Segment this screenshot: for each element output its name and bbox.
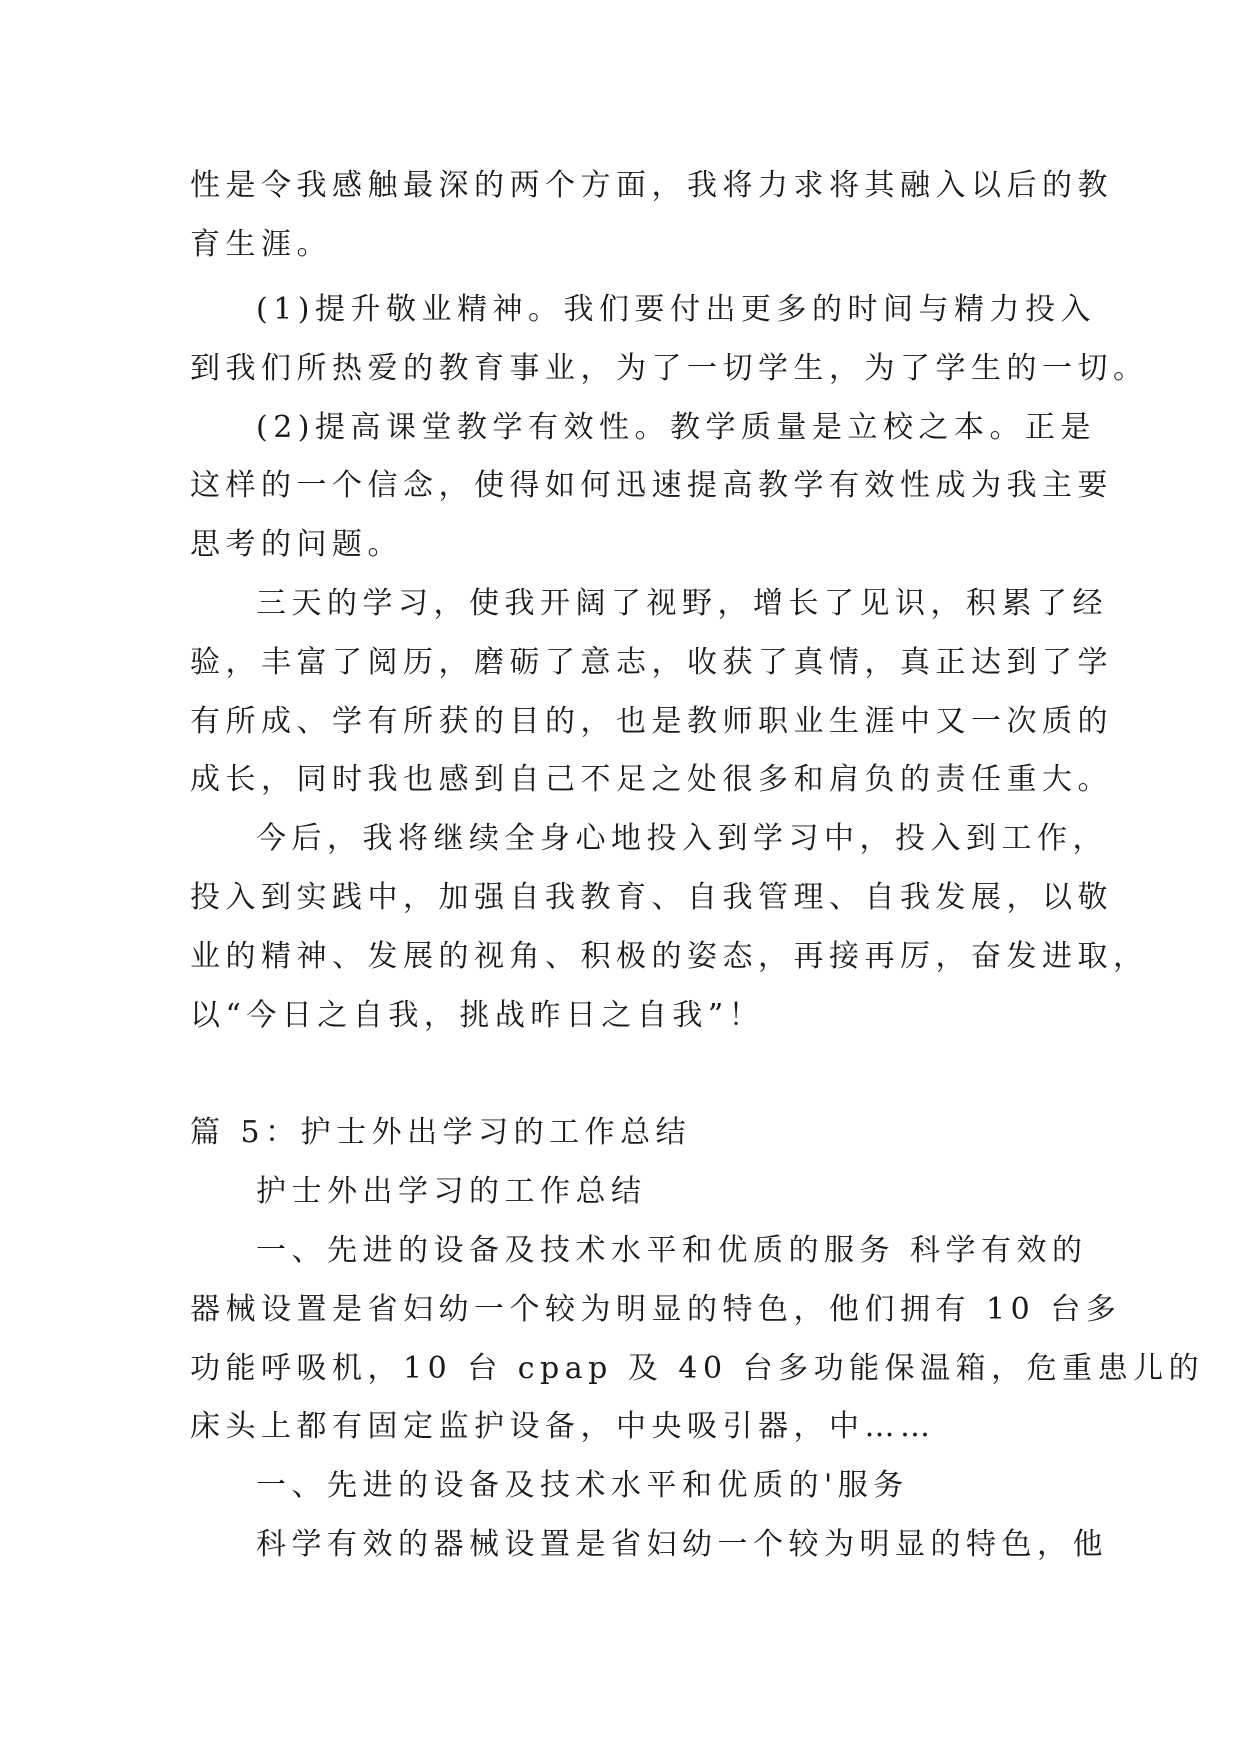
text-line: 投入到实践中，加强自我教育、自我管理、自我发展，以敬 xyxy=(190,880,1113,915)
text-line: 思考的问题。 xyxy=(190,527,403,562)
text-line: 成长，同时我也感到自己不足之处很多和肩负的责任重大。 xyxy=(190,762,1113,797)
text-line: 一、先进的设备及技术水平和优质的服务 科学有效的 xyxy=(256,1233,1088,1268)
text-line: 床头上都有固定监护设备，中央吸引器，中…… xyxy=(190,1409,936,1444)
text-line: 有所成、学有所获的目的，也是教师职业生涯中又一次质的 xyxy=(190,704,1113,739)
text-line: 育生涯。 xyxy=(190,227,332,262)
text-line: (2)提高课堂教学有效性。教学质量是立校之本。正是 xyxy=(256,410,1096,445)
text-line: 科学有效的器械设置是省妇幼一个较为明显的特色，他 xyxy=(256,1527,1108,1562)
text-line: 验，丰富了阅历，磨砺了意志，收获了真情，真正达到了学 xyxy=(190,645,1113,680)
text-line: 三天的学习，使我开阔了视野，增长了见识，积累了经 xyxy=(256,586,1108,621)
text-line: 业的精神、发展的视角、积极的姿态，再接再厉，奋发进取， xyxy=(190,939,1149,974)
text-line: 一、先进的设备及技术水平和优质的'服务 xyxy=(256,1468,909,1503)
text-line: 性是令我感触最深的两个方面，我将力求将其融入以后的教 xyxy=(190,168,1113,203)
section-heading: 篇 5：护士外出学习的工作总结 xyxy=(190,1115,692,1150)
text-line: 器械设置是省妇幼一个较为明显的特色，他们拥有 10 台多 xyxy=(190,1292,1122,1327)
text-line: 功能呼吸机，10 台 cpap 及 40 台多功能保温箱，危重患儿的 xyxy=(190,1351,1205,1386)
text-line: 这样的一个信念，使得如何迅速提高教学有效性成为我主要 xyxy=(190,468,1113,503)
text-line: 以“今日之自我，挑战昨日之自我”！ xyxy=(190,998,765,1033)
text-line: 今后，我将继续全身心地投入到学习中，投入到工作， xyxy=(256,821,1108,856)
text-line: 到我们所热爱的教育事业，为了一切学生，为了学生的一切。 xyxy=(190,351,1149,386)
text-line: (1)提升敬业精神。我们要付出更多的时间与精力投入 xyxy=(256,292,1096,327)
section-subtitle: 护士外出学习的工作总结 xyxy=(256,1174,647,1209)
